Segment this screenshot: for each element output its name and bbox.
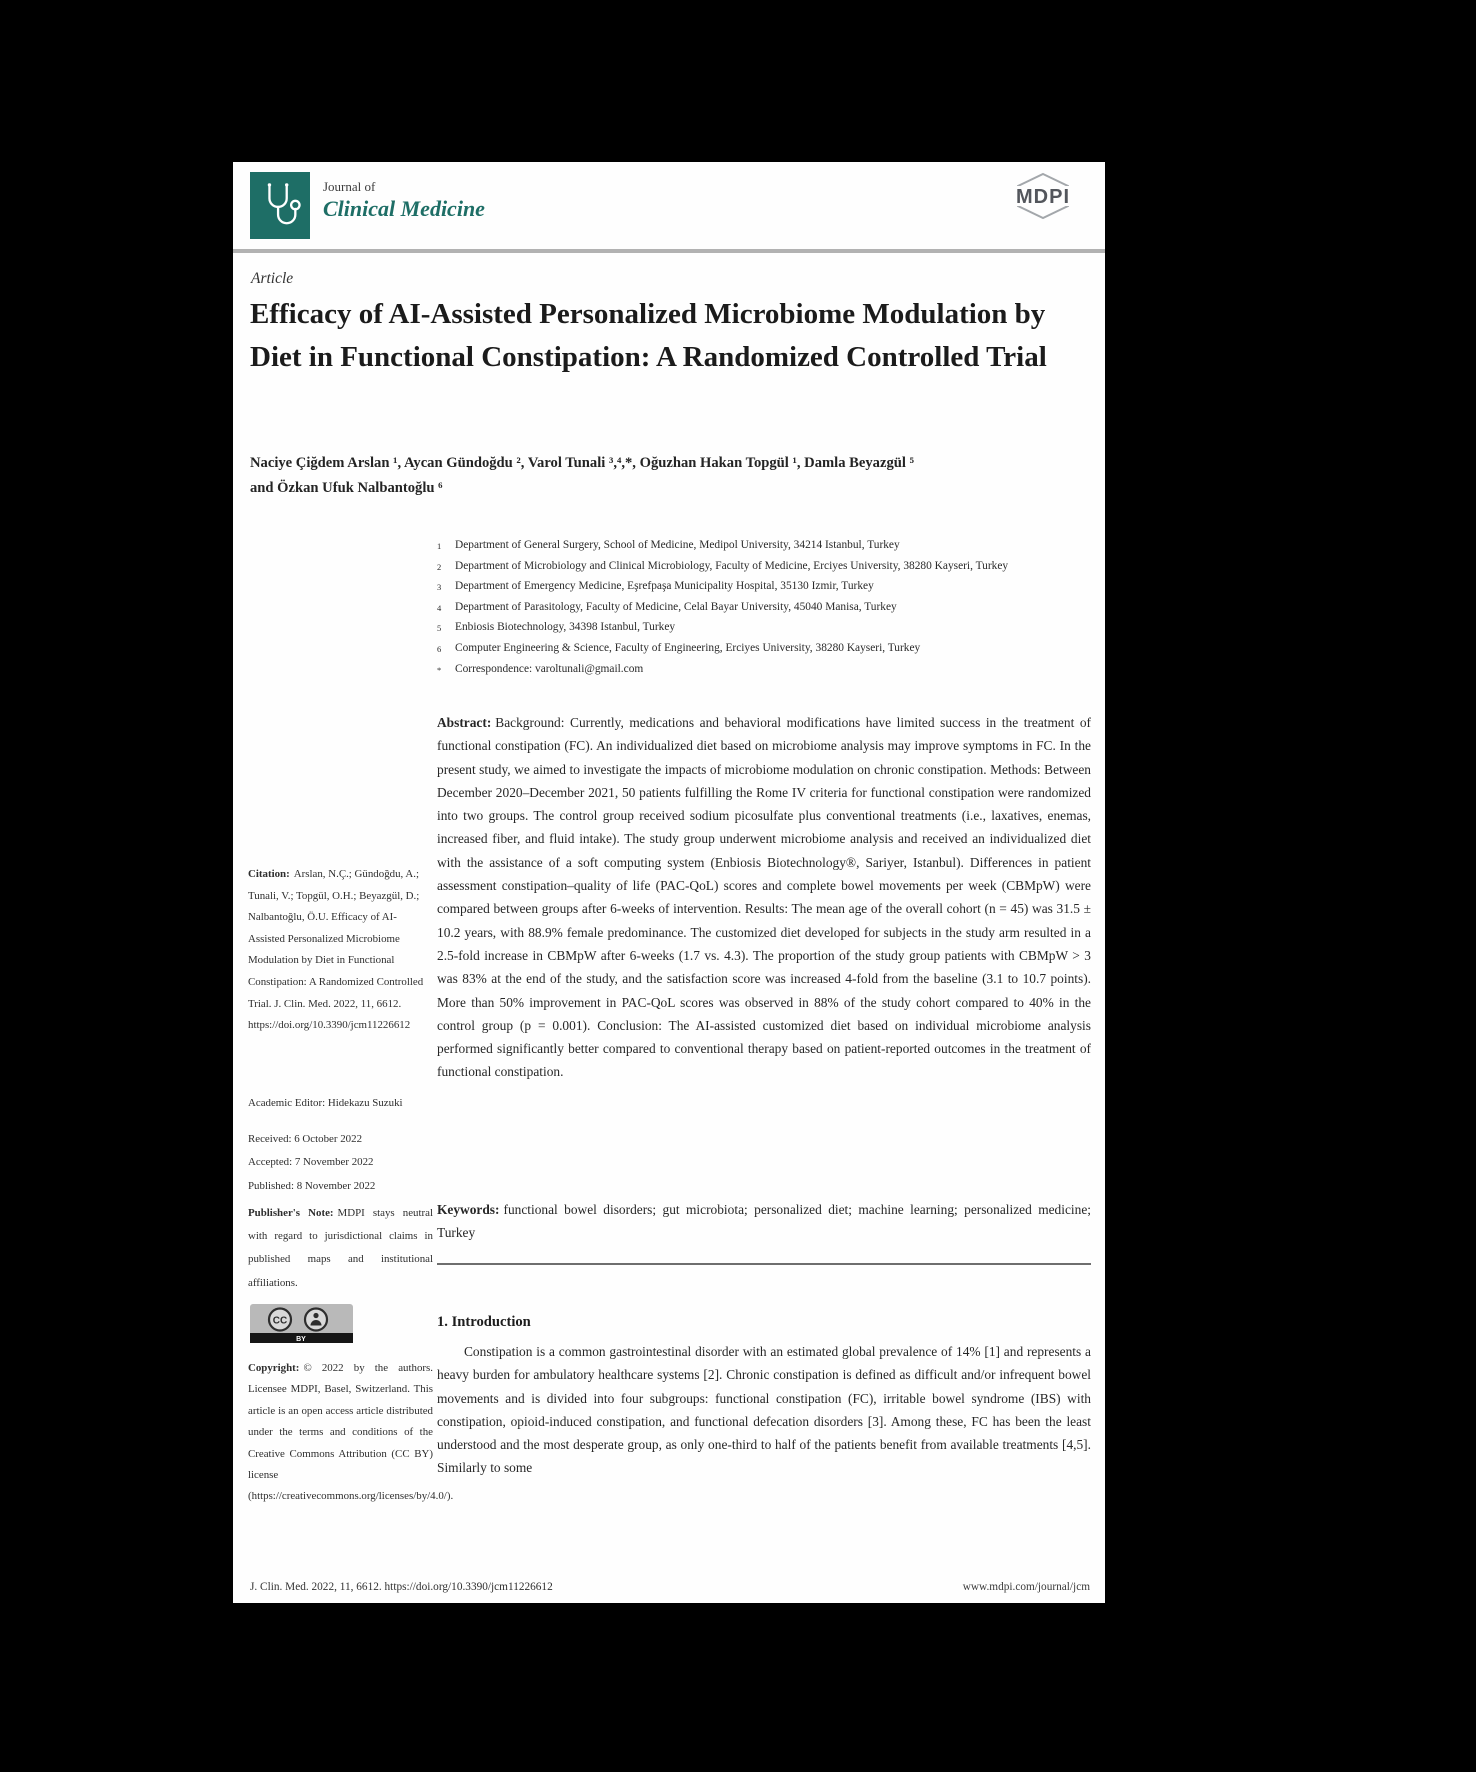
affiliation-superscript: 6 <box>437 643 442 654</box>
paper-page <box>233 162 1105 1603</box>
correspondence-item[interactable] <box>437 660 1093 681</box>
affiliation-superscript: * <box>437 664 442 675</box>
keywords-label: Keywords: <box>437 1202 500 1217</box>
author-line-1: Naciye Çiğdem Arslan ¹, Aycan Gündoğdu ², Varol Tunali ³,⁴,*, Oğuzhan Hakan Topgül ¹, Damla Beyazgül ⁵ <box>250 455 914 471</box>
author-list <box>250 451 1092 501</box>
affiliation-text: Department of General Surgery, School of Medicine, Medipol University, 34214 Istanbul, Turkey <box>455 539 900 551</box>
affiliation-superscript: 3 <box>437 582 442 593</box>
accepted-date: Accepted: 7 November 2022 <box>248 1156 374 1169</box>
introduction-paragraph: Constipation is a common gastrointestinal disorder with an estimated global prevalence of 14% [1] and represents a heavy burden for ambulatory healthcare systems [2]. Chronic constipation is defined as difficult and/or infrequent bowel movements and is divided into four subgroups: functional constipation (FC), irritable bowel syndrome (IBS) with constipation, opioid-induced constipation, and functional defecation disorders [3]. Among these, FC has been the least understood and the most desperate group, as only one-third to half of the patients benefit from available treatments [4,5]. Similarly to some <box>437 1344 1091 1476</box>
affiliation-text: Department of Parasitology, Faculty of Medicine, Celal Bayar University, 45040 Manisa, Turkey <box>455 600 897 613</box>
svg-text:CC: CC <box>272 1315 288 1327</box>
publishers-note-label: Publisher's Note: <box>248 1207 334 1219</box>
publishers-note-text: MDPI stays neutral with regard to jurisdictional claims in published maps and institutional affiliations. <box>248 1207 433 1289</box>
affiliation-item <box>437 639 1093 660</box>
article-type-label: Article <box>251 270 294 287</box>
publishers-note <box>248 1202 433 1295</box>
received-date: Received: 6 October 2022 <box>248 1133 363 1145</box>
affiliation-text: Correspondence: varoltunali@gmail.com <box>455 662 644 675</box>
affiliation-superscript: 1 <box>437 541 442 551</box>
copyright-label: Copyright: <box>248 1362 300 1374</box>
copyright-block <box>248 1358 454 1508</box>
abstract-text: Background: Currently, medications and behavioral modifications have limited success in the treatment of functional constipation (FC). An individualized diet based on microbiome analysis may improve symptoms in FC. In the present study, we aimed to investigate the impacts of microbiome modulation on chronic constipation. Methods: Between December 2020–December 2021, 50 patients fulfilling the Rome IV criteria for functional constipation were randomized into two groups. The control group received sodium picosulfate plus conventional treatments (i.e., laxatives, enemas, increased fiber, and fluid intake). The study group underwent microbiome analysis and received an individualized diet with the assistance of a soft computing system (Enbiosis Biotechnology®, Sariyer, Istanbul). Differences in patient assessment constipation–quality of life (PAC-QoL) scores and complete bowel movements per week (CBMpW) were compared between groups after 6-weeks of intervention. Results: The mean age of the overall cohort (n = 45) was 31.5 ± 10.2 years, with 88.9% female predominance. The customized diet developed for subjects in the study arm resulted in a 2.5-fold increase in CBMpW after 6-weeks (1.7 vs. 4.3). The proportion of the study group patients with CBMpW > 3 was 83% at the end of the study, and the satisfaction score was increased 4-fold from the baseline (3.1 to 10.7 points). More than 50% improvement in PAC-QoL scores was observed in 88% of the study cohort compared to 40% in the control group (p = 0.001). Conclusion: The AI-assisted customized diet based on individual microbiome analysis performed significantly better compared to conventional therapy based on patient-reported outcomes in the treatment of functional constipation. <box>437 715 1091 1080</box>
paper-title: Efficacy of AI-Assisted Personalized Microbiome Modulation by Diet in Functional Constipation: A Randomized Controlled Trial <box>250 298 1047 373</box>
footer-doi-link[interactable]: https://doi.org/10.3390/jcm11226612 <box>384 1581 553 1593</box>
affiliation-item <box>437 598 1093 619</box>
history-dates <box>248 1128 433 1198</box>
citation-text: Arslan, N.Ç.; Gündoğdu, A.; Tunali, V.; Topgül, O.H.; Beyazgül, D.; Nalbantoğlu, Ö.U. Efficacy of AI-Assisted Personalized Microbiome Modulation by Diet in Functional Constipation: A Randomized Controlled Trial. J. Clin. Med. 2022, 11, 6612. <box>248 868 424 1010</box>
abstract <box>437 711 1091 1084</box>
author-line-2: and Özkan Ufuk Nalbantoğlu ⁶ <box>250 480 443 496</box>
published-date: Published: 8 November 2022 <box>248 1179 376 1192</box>
mdpi-wordmark: MDPI <box>1016 186 1070 208</box>
citation-block <box>248 864 433 1037</box>
affiliation-superscript: 5 <box>437 623 442 634</box>
footer-journal-url[interactable]: www.mdpi.com/journal/jcm <box>962 1581 1090 1593</box>
affiliation-item <box>437 536 1093 557</box>
affiliation-item <box>437 577 1093 598</box>
affiliation-superscript: 4 <box>437 602 442 613</box>
affiliation-text: Department of Microbiology and Clinical Microbiology, Faculty of Medicine, Erciyes University, 38280 Kayseri, Turkey <box>455 559 1009 572</box>
journal-label-top: Journal of <box>323 179 376 194</box>
abstract-label: Abstract: <box>437 715 492 730</box>
header-divider <box>233 249 1105 253</box>
affiliation-text: Computer Engineering & Science, Faculty of Engineering, Erciyes University, 38280 Kayseri, Turkey <box>455 641 921 654</box>
copyright-text: © 2022 by the authors. Licensee MDPI, Basel, Switzerland. This article is an open access article distributed under the terms and conditions of the Creative Commons Attribution (CC BY) license (https://creativecommons.org/licenses/by/4.0/). <box>248 1362 454 1503</box>
affiliation-item <box>437 557 1093 578</box>
footer-journal-ref: J. Clin. Med. 2022, 11, 6612. <box>250 1581 382 1593</box>
affiliation-superscript: 2 <box>437 561 442 572</box>
journal-name: Clinical Medicine <box>323 196 485 222</box>
svg-text:BY: BY <box>296 1336 306 1343</box>
academic-editor: Academic Editor: Hidekazu Suzuki <box>248 1097 403 1109</box>
citation-label: Citation: <box>248 868 290 880</box>
journal-logo-box <box>250 172 310 239</box>
stethoscope-icon <box>257 179 303 233</box>
keywords <box>437 1198 1091 1245</box>
journal-title-block <box>323 180 485 221</box>
citation-doi-link[interactable]: https://doi.org/10.3390/jcm11226612 <box>248 1019 411 1032</box>
section-heading-introduction: 1. Introduction <box>437 1314 531 1330</box>
keywords-text: functional bowel disorders; gut microbiota; personalized diet; machine learning; personalized medicine; Turkey <box>437 1202 1091 1241</box>
affiliation-text: Department of Emergency Medicine, Eşrefpaşa Municipality Hospital, 35130 Izmir, Turkey <box>455 580 874 593</box>
footer-citation <box>250 1581 553 1593</box>
affiliation-text: Enbiosis Biotechnology, 34398 Istanbul, Turkey <box>455 621 676 634</box>
person-icon <box>305 1309 327 1331</box>
affiliation-item <box>437 618 1093 639</box>
affiliation-list <box>437 536 1093 680</box>
section-divider <box>437 1263 1091 1265</box>
mdpi-logo <box>995 171 1091 221</box>
cc-by-license-badge[interactable] <box>250 1304 353 1343</box>
